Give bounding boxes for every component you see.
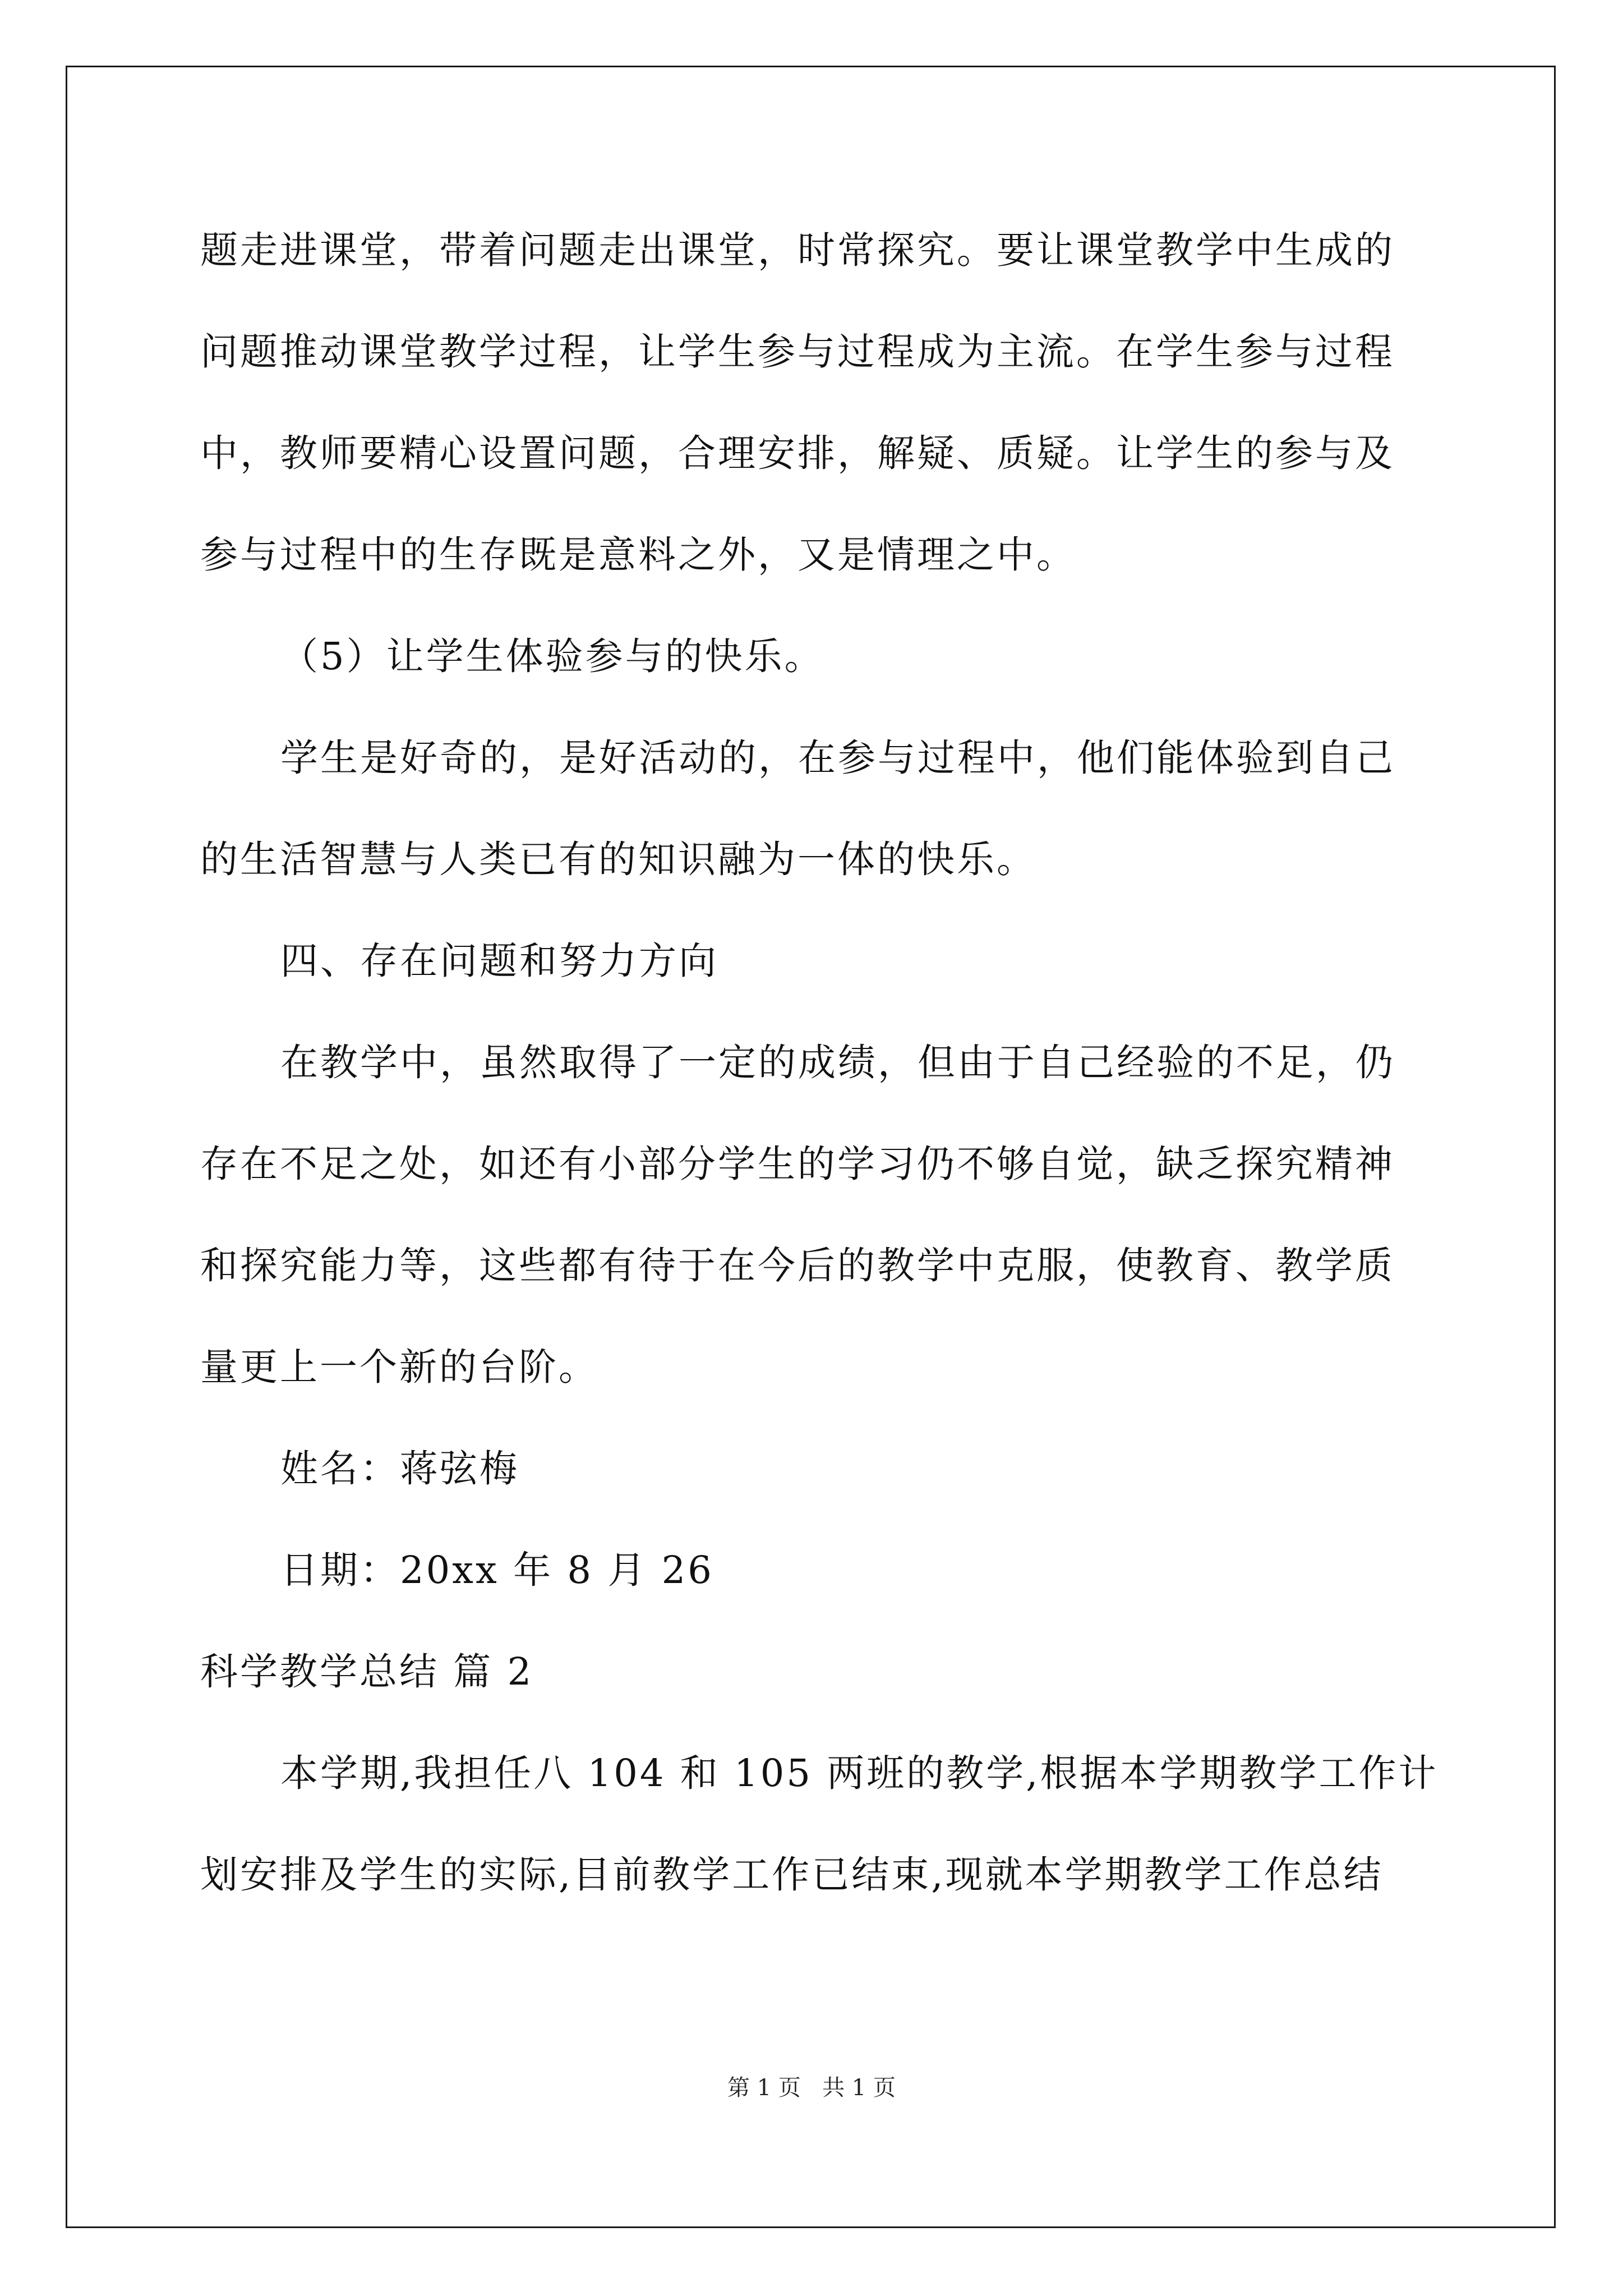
text-line: （5）让学生体验参与的快乐。: [280, 634, 824, 678]
section-heading: 四、存在问题和努力方向: [280, 939, 718, 983]
page-footer: 第 1 页 共 1 页: [727, 2075, 896, 2101]
article-title: 科学教学总结 篇 2: [200, 1650, 534, 1694]
text-line: 在教学中，虽然取得了一定的成绩，但由于自己经验的不足，仍: [280, 1041, 1395, 1084]
text-line: 题走进课堂，带着问题走出课堂，时常探究。要让课堂教学中生成的: [200, 228, 1395, 272]
text-line: 的生活智慧与人类已有的知识融为一体的快乐。: [200, 838, 1036, 881]
text-line: 中，教师要精心设置问题，合理安排，解疑、质疑。让学生的参与及: [200, 431, 1395, 475]
text-line: 存在不足之处，如还有小部分学生的学习仍不够自觉，缺乏探究精神: [200, 1142, 1395, 1186]
text-line: 学生是好奇的，是好活动的，在参与过程中，他们能体验到自己: [280, 736, 1395, 780]
author-name: 姓名：蒋弦梅: [280, 1447, 519, 1490]
text-line: 和探究能力等，这些都有待于在今后的教学中克服，使教育、教学质: [200, 1244, 1395, 1287]
date-line: 日期：20xx 年 8 月 26: [280, 1548, 714, 1592]
text-line: 参与过程中的生存既是意料之外，又是情理之中。: [200, 533, 1076, 577]
text-line: 本学期,我担任八 104 和 105 两班的教学,根据本学期教学工作计: [280, 1751, 1438, 1795]
text-line: 量更上一个新的台阶。: [200, 1345, 598, 1389]
text-line: 问题推动课堂教学过程，让学生参与过程成为主流。在学生参与过程: [200, 330, 1395, 374]
text-line: 划安排及学生的实际,目前教学工作已结束,现就本学期教学工作总结: [200, 1853, 1384, 1897]
